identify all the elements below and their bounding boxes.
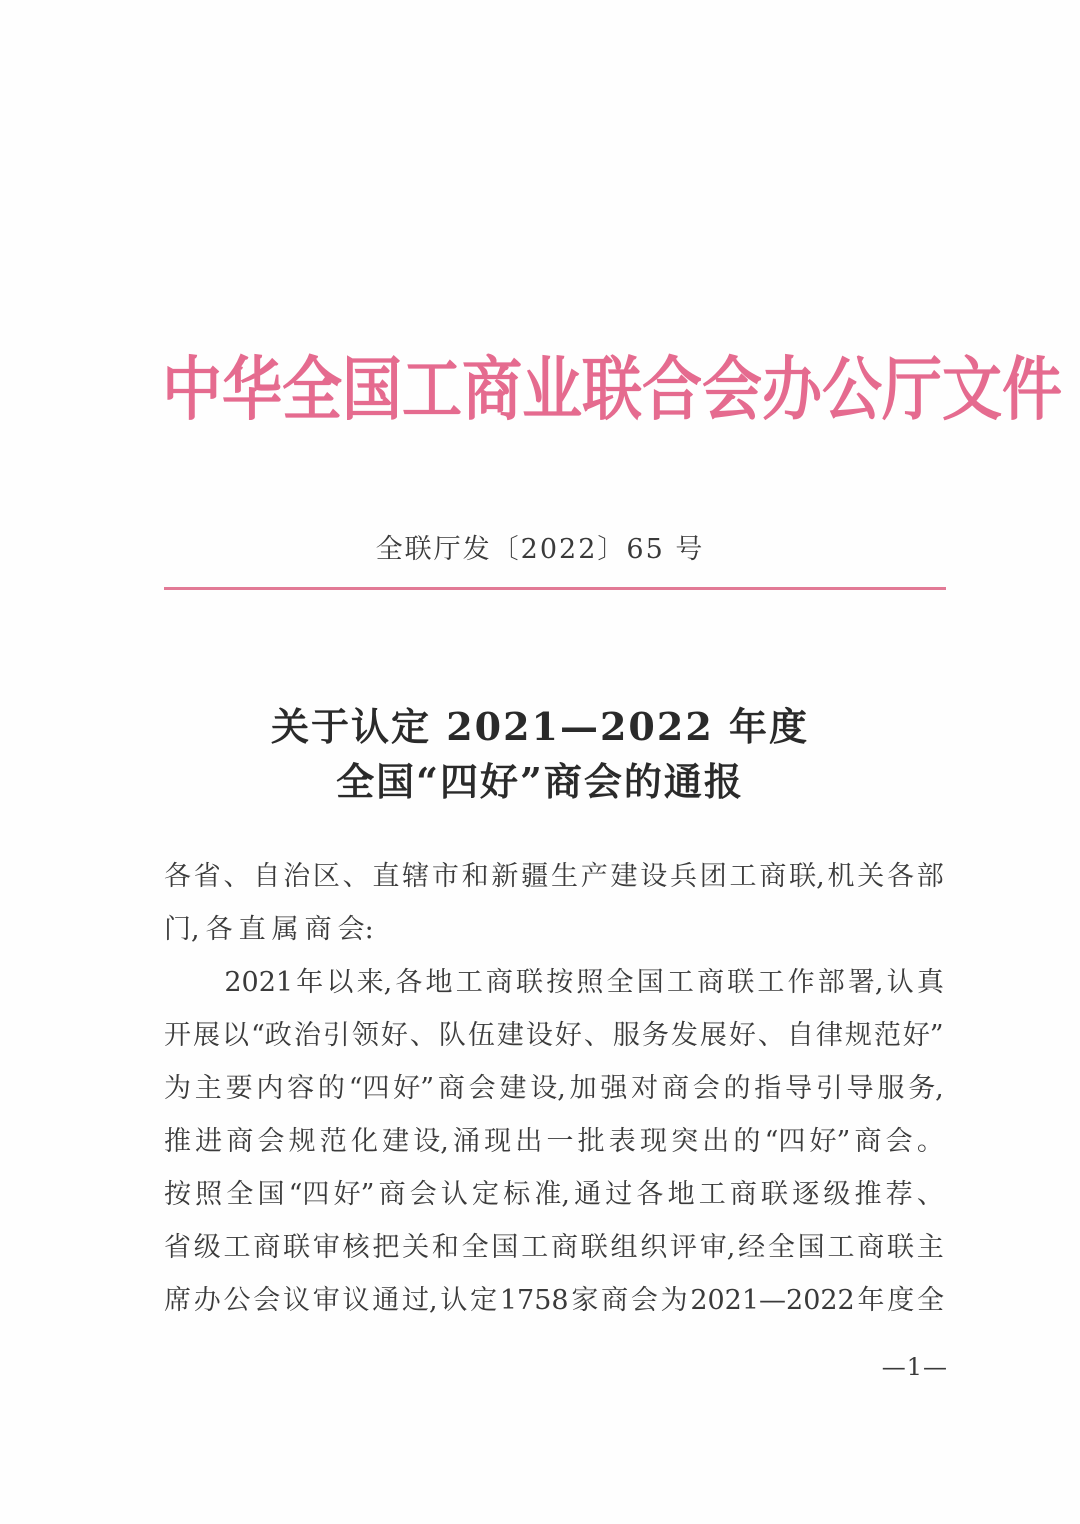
body-token: 办: [193, 1285, 221, 1316]
body-token: 国: [797, 1232, 825, 1263]
body-line: [164, 956, 944, 1009]
body-token: 设,: [530, 1073, 566, 1104]
body-token: 、: [223, 861, 251, 892]
document-number: 全联厅发〔2022〕65 号: [375, 534, 705, 565]
body-token: 各: [205, 914, 233, 945]
body-token: 工: [729, 861, 757, 892]
body-token: 推: [164, 1126, 191, 1157]
header-char: 文: [942, 349, 1002, 431]
body-token: 以: [326, 967, 354, 998]
body-token: 开: [164, 1020, 191, 1051]
body-token: 认: [886, 967, 914, 998]
body-token: 的: [723, 1073, 751, 1104]
header-char: 公: [822, 349, 882, 431]
body-token: 关: [402, 1232, 430, 1263]
body-token: [164, 956, 191, 1009]
body-token: 联: [283, 1232, 311, 1263]
body-token: 现: [639, 1126, 667, 1157]
body-token: 好”: [902, 1020, 944, 1051]
body-token: 荐: [885, 1179, 913, 1210]
header-char: 中: [162, 349, 222, 431]
body-token: 批: [577, 1126, 605, 1157]
body-token: 、: [757, 1020, 785, 1051]
body-token: 会: [885, 1126, 913, 1157]
body-token: 部: [916, 861, 944, 892]
body-token: “四: [764, 1126, 806, 1157]
body-token: 导: [846, 1073, 874, 1104]
body-token: 各: [636, 1179, 664, 1210]
body-token: 审: [312, 1285, 340, 1316]
body-line: [164, 1115, 944, 1168]
body-token: 商: [857, 1232, 885, 1263]
body-token: 展: [193, 1020, 220, 1051]
body-token: 各: [164, 861, 191, 892]
body-line: [164, 1221, 944, 1274]
body-token: 地: [667, 1179, 695, 1210]
body-token: 全: [917, 1285, 944, 1316]
body-token: 商: [729, 1179, 757, 1210]
body-token: 国: [491, 1232, 519, 1263]
header-char: 办: [762, 349, 822, 431]
body-token: 区: [312, 861, 340, 892]
body-token: 工: [827, 1232, 855, 1263]
title-line-1: 关于认定 2021—2022 年度: [271, 704, 809, 749]
body-token: 年: [296, 967, 324, 998]
body-token: 家: [571, 1285, 599, 1316]
body-token: 商: [550, 1232, 578, 1263]
body-token: 服: [612, 1020, 640, 1051]
body-token: 一: [546, 1126, 574, 1157]
body-token: 作: [787, 967, 815, 998]
body-token: 全: [461, 1232, 489, 1263]
body-line: [164, 1062, 944, 1115]
body-token: 产: [580, 861, 608, 892]
body-token: 认: [440, 1179, 468, 1210]
body-token: 、: [342, 861, 370, 892]
body-token: 评: [670, 1232, 698, 1263]
body-token: 、: [583, 1020, 611, 1051]
body-token: “政: [251, 1020, 292, 1051]
body-token: 引: [815, 1073, 843, 1104]
body-token: 级: [823, 1179, 851, 1210]
body-token: 指: [754, 1073, 782, 1104]
body-token: 兵: [670, 861, 698, 892]
header-char: 商: [462, 349, 522, 431]
body-token: 内: [256, 1073, 284, 1104]
body-token: “四: [348, 1073, 390, 1104]
body-token: 主: [916, 1232, 944, 1263]
body-token: 律: [815, 1020, 843, 1051]
body-token: 定: [472, 1179, 500, 1210]
header-char: 件: [1002, 349, 1062, 431]
body-token: 全: [606, 967, 634, 998]
body-token: 出: [702, 1126, 730, 1157]
body-token: 务,: [908, 1073, 944, 1104]
body-token: 度: [887, 1285, 915, 1316]
body-line: [164, 1168, 944, 1221]
body-token: 好”: [393, 1073, 435, 1104]
body-token: 织: [640, 1232, 668, 1263]
body-token: 工: [223, 1232, 251, 1263]
body-line: [164, 850, 944, 903]
body-token: 照: [576, 967, 604, 998]
body-token: 商: [304, 914, 332, 945]
body-token: 服: [877, 1073, 905, 1104]
body-token: 审: [312, 1232, 340, 1263]
body-token: 化: [350, 1126, 378, 1157]
body-token: 通: [372, 1285, 400, 1316]
body-token: 规: [288, 1126, 316, 1157]
body-token: 会: [409, 1179, 437, 1210]
body-token: 1758: [499, 1285, 569, 1316]
body-token: 设,: [413, 1126, 449, 1157]
body-text: [164, 850, 944, 1327]
body-token: 加: [569, 1073, 597, 1104]
body-token: 涌: [453, 1126, 480, 1157]
body-token: 商: [854, 1126, 882, 1157]
body-token: 现: [484, 1126, 512, 1157]
body-token: 市: [431, 861, 459, 892]
body-token: 、: [916, 1179, 944, 1210]
body-token: 范: [873, 1020, 901, 1051]
body-token: 属: [271, 914, 299, 945]
body-token: 工: [521, 1232, 549, 1263]
body-token: 商: [601, 1285, 629, 1316]
body-token: 直: [238, 914, 266, 945]
body-token: 部: [817, 967, 845, 998]
header-char: 华: [222, 349, 282, 431]
body-token: 设: [525, 1020, 553, 1051]
body-token: 生: [550, 861, 578, 892]
body-token: 把: [372, 1232, 400, 1263]
header-char: 合: [642, 349, 702, 431]
body-token: 商: [759, 861, 787, 892]
body-token: 会: [257, 1126, 285, 1157]
body-token: 新: [491, 861, 519, 892]
body-token: 工: [757, 967, 785, 998]
body-token: 会: [630, 1285, 658, 1316]
body-token: 门,: [164, 914, 200, 945]
body-token: 核: [342, 1232, 370, 1263]
body-token: 工: [666, 967, 694, 998]
body-token: 商: [253, 1232, 281, 1263]
header-divider: [164, 587, 946, 590]
body-token: 。: [916, 1126, 944, 1157]
body-token: 认: [440, 1285, 468, 1316]
page-number: —1—: [881, 1353, 948, 1381]
body-token: 自: [786, 1020, 814, 1051]
body-token: 建: [382, 1126, 410, 1157]
body-token: 议: [342, 1285, 370, 1316]
body-token: 为: [660, 1285, 688, 1316]
body-token: 的: [317, 1073, 345, 1104]
body-token: 以: [222, 1020, 249, 1051]
body-token: 设: [640, 861, 668, 892]
body-token: 级: [193, 1232, 221, 1263]
body-token: 商: [437, 1073, 465, 1104]
body-token: 国: [257, 1179, 285, 1210]
body-token: 好: [380, 1020, 408, 1051]
body-token: 定: [470, 1285, 498, 1316]
body-token: 引: [322, 1020, 350, 1051]
body-token: 进: [195, 1126, 223, 1157]
body-token: 务: [641, 1020, 669, 1051]
body-token: 强: [600, 1073, 628, 1104]
body-token: 2021: [224, 967, 294, 998]
body-token: 自: [253, 861, 281, 892]
body-token: 通: [574, 1179, 602, 1210]
body-token: 表: [608, 1126, 636, 1157]
body-token: 导: [785, 1073, 813, 1104]
body-token: 标: [503, 1179, 531, 1210]
body-token: 出: [515, 1126, 543, 1157]
body-token: 组: [610, 1232, 638, 1263]
body-token: 地: [425, 967, 453, 998]
body-line: [164, 1274, 944, 1327]
header-char: 国: [342, 349, 402, 431]
header-char: 会: [702, 349, 762, 431]
body-token: [194, 956, 221, 1009]
body-token: 规: [844, 1020, 872, 1051]
body-line: [164, 903, 944, 956]
body-token: 照: [195, 1179, 223, 1210]
body-token: 工: [455, 967, 483, 998]
body-token: 公: [223, 1285, 251, 1316]
body-token: 联: [761, 1179, 789, 1210]
body-token: 来,: [356, 967, 393, 998]
body-token: 国: [636, 967, 664, 998]
body-token: 展: [699, 1020, 727, 1051]
body-token: 审,: [699, 1232, 736, 1263]
body-token: 过,: [402, 1285, 438, 1316]
body-token: 治: [293, 1020, 321, 1051]
body-token: 对: [631, 1073, 659, 1104]
body-token: 署,: [847, 967, 884, 998]
body-token: 为: [164, 1073, 191, 1104]
body-token: 全: [226, 1179, 254, 1210]
header-char: 全: [282, 349, 342, 431]
body-token: 2021—2022: [690, 1285, 855, 1316]
title-line-2: 全国“四好”商会的通报: [336, 759, 744, 804]
header-char: 联: [582, 349, 642, 431]
body-token: 按: [164, 1179, 191, 1210]
body-token: 联: [516, 967, 544, 998]
header-char: 业: [522, 349, 582, 431]
body-token: 突: [671, 1126, 699, 1157]
header-char: 厅: [882, 349, 942, 431]
body-token: 推: [854, 1179, 882, 1210]
body-token: 商: [485, 967, 513, 998]
header-char: 工: [402, 349, 462, 431]
body-token: 范: [319, 1126, 347, 1157]
body-token: 主: [194, 1073, 222, 1104]
body-token: 年: [857, 1285, 885, 1316]
body-token: 省: [164, 1232, 191, 1263]
body-token: 关: [857, 861, 885, 892]
body-token: 好”: [333, 1179, 375, 1210]
body-token: 各: [395, 967, 423, 998]
body-token: 领: [351, 1020, 379, 1051]
body-token: 工: [698, 1179, 726, 1210]
body-token: 和: [431, 1232, 459, 1263]
body-token: “四: [288, 1179, 330, 1210]
body-token: 辖: [402, 861, 430, 892]
body-token: 各: [886, 861, 914, 892]
body-token: 席: [164, 1285, 191, 1316]
body-token: 商: [697, 967, 725, 998]
body-token: 准,: [534, 1179, 570, 1210]
body-token: 好: [728, 1020, 756, 1051]
body-token: 治: [283, 861, 311, 892]
body-token: 建: [496, 1020, 524, 1051]
body-token: 团: [699, 861, 727, 892]
body-token: 、: [409, 1020, 437, 1051]
body-line: [164, 1009, 944, 1062]
body-token: 省: [193, 861, 221, 892]
body-token: 好”: [809, 1126, 851, 1157]
body-token: 容: [287, 1073, 315, 1104]
body-token: 建: [610, 861, 638, 892]
body-token: 和: [461, 861, 489, 892]
body-token: 建: [499, 1073, 527, 1104]
body-token: 商: [226, 1126, 254, 1157]
body-token: 商: [661, 1073, 689, 1104]
body-token: 队: [438, 1020, 466, 1051]
body-token: 伍: [467, 1020, 495, 1051]
body-token: 直: [372, 861, 400, 892]
body-token: 经: [738, 1232, 766, 1263]
body-token: 联: [886, 1232, 914, 1263]
body-token: 联: [580, 1232, 608, 1263]
body-token: 全: [767, 1232, 795, 1263]
body-token: 联,: [789, 861, 825, 892]
body-token: 疆: [521, 861, 549, 892]
body-token: 商: [378, 1179, 406, 1210]
body-token: 真: [916, 967, 944, 998]
body-token: 会: [468, 1073, 496, 1104]
body-token: 会: [253, 1285, 281, 1316]
body-token: 联: [727, 967, 755, 998]
body-token: 发: [670, 1020, 698, 1051]
body-token: 要: [225, 1073, 253, 1104]
body-token: 会: [692, 1073, 720, 1104]
body-token: 机: [827, 861, 855, 892]
body-token: 按: [546, 967, 574, 998]
issuer-header: [162, 340, 1062, 440]
body-token: 议: [283, 1285, 310, 1316]
body-token: 逐: [792, 1179, 820, 1210]
body-token: 好: [554, 1020, 582, 1051]
body-token: 的: [733, 1126, 761, 1157]
body-token: 会:: [337, 914, 374, 945]
body-token: 过: [605, 1179, 633, 1210]
